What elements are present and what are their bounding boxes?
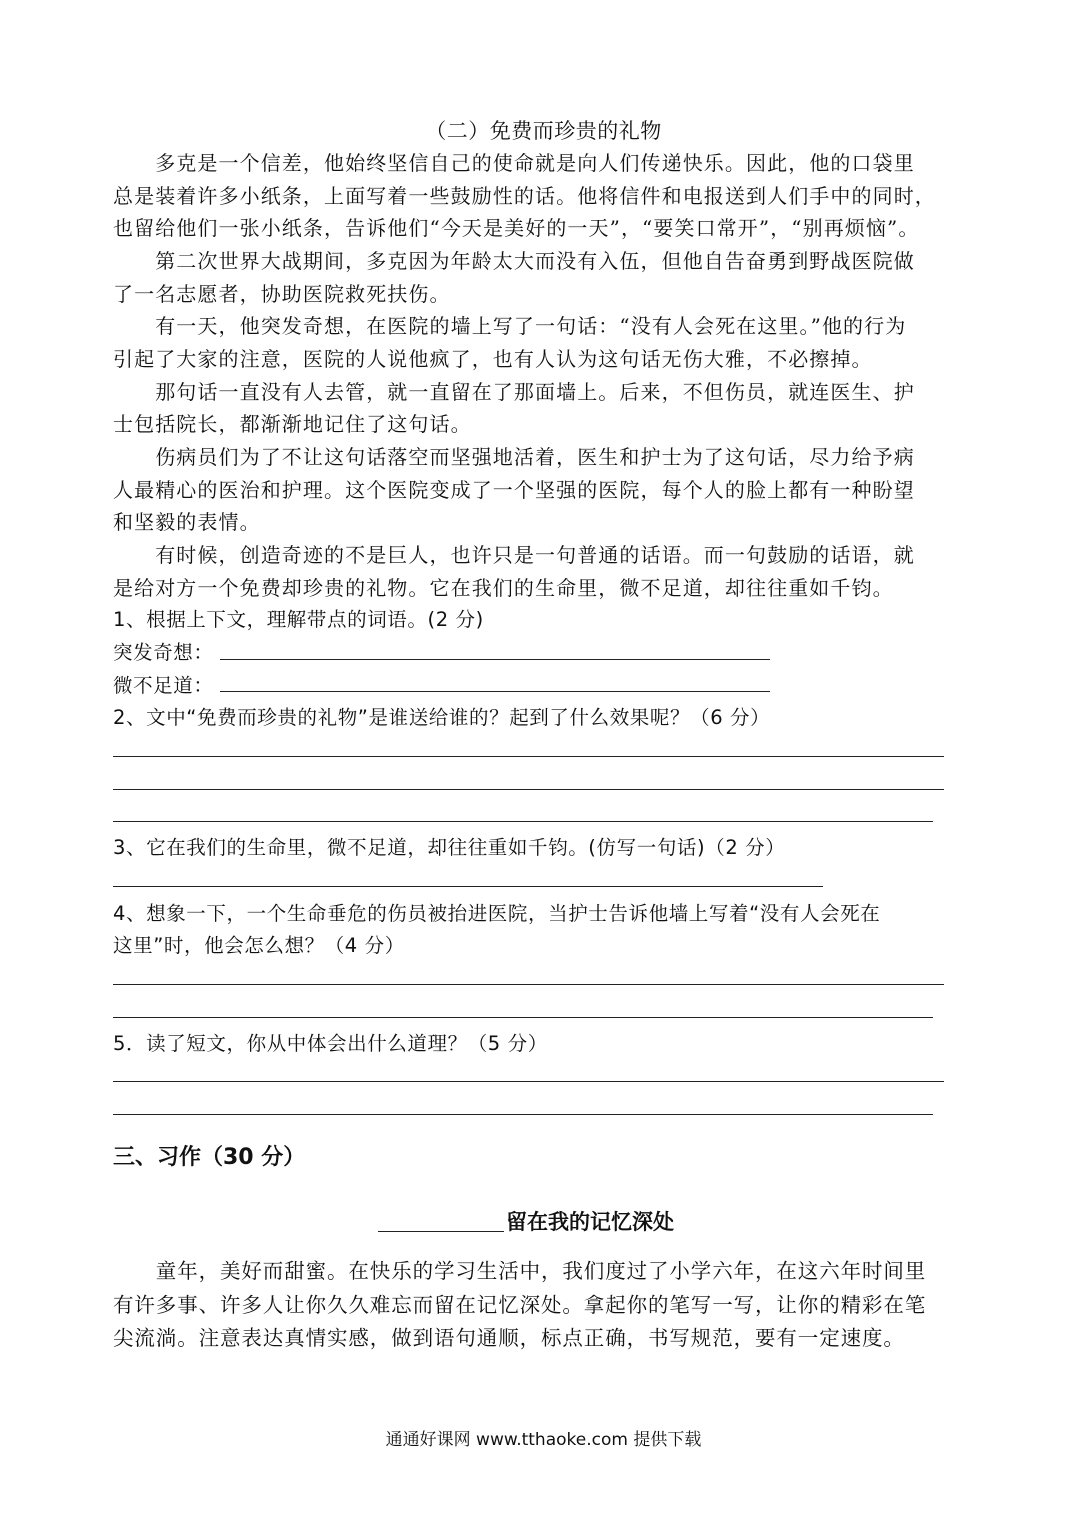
answer-line[interactable] xyxy=(113,1114,933,1115)
answer-line[interactable] xyxy=(113,756,944,757)
answer-line[interactable] xyxy=(113,886,823,887)
section-title: （二）免费而珍贵的礼物 xyxy=(425,119,662,143)
question-3: 3、它在我们的生命里，微不足道，却往往重如千钧。(仿写一句话)（2 分） xyxy=(113,836,786,859)
composition-title: 留在我的记忆深处 xyxy=(506,1210,674,1234)
question-1-word-label: 微不足道： xyxy=(113,674,214,697)
answer-line[interactable] xyxy=(220,659,770,660)
passage-line: 也留给他们一张小纸条，告诉他们“今天是美好的一天”，“要笑口常开”，“别再烦恼”。 xyxy=(113,216,920,240)
question-1: 1、根据上下文，理解带点的词语。(2 分) xyxy=(113,608,484,631)
question-5: 5．读了短文，你从中体会出什么道理？（5 分） xyxy=(113,1032,548,1055)
composition-instruction: 童年，美好而甜蜜。在快乐的学习生活中，我们度过了小学六年，在这六年时间里 xyxy=(113,1259,927,1283)
passage-line: 和坚毅的表情。 xyxy=(113,510,261,534)
passage-line: 多克是一个信差，他始终坚信自己的使命就是向人们传递快乐。因此，他的口袋里 xyxy=(113,151,915,175)
title-blank-line[interactable] xyxy=(378,1231,504,1232)
passage-line: 有一天，他突发奇想，在医院的墙上写了一句话：“没有人会死在这里。”他的行为 xyxy=(113,314,907,338)
answer-line[interactable] xyxy=(113,984,944,985)
answer-line[interactable] xyxy=(113,1081,944,1082)
passage-line: 士包括院长，都渐渐地记住了这句话。 xyxy=(113,412,472,436)
passage-line: 是给对方一个免费却珍贵的礼物。它在我们的生命里，微不足道，却往往重如千钧。 xyxy=(113,576,894,600)
passage-line: 伤病员们为了不让这句话落空而坚强地活着，医生和护士为了这句话，尽力给予病 xyxy=(113,445,915,469)
passage-line: 总是装着许多小纸条，上面写着一些鼓励性的话。他将信件和电报送到人们手中的同时， xyxy=(113,184,936,208)
answer-line[interactable] xyxy=(220,691,770,692)
answer-line[interactable] xyxy=(113,789,944,790)
passage-line: 有时候，创造奇迹的不是巨人，也许只是一句普通的话语。而一句鼓励的话语，就 xyxy=(113,543,915,567)
question-1-word-label: 突发奇想： xyxy=(113,641,214,664)
composition-heading: 三、习作（30 分） xyxy=(113,1145,306,1170)
answer-line[interactable] xyxy=(113,1017,933,1018)
passage-line: 第二次世界大战期间，多克因为年龄太大而没有入伍，但他自告奋勇到野战医院做 xyxy=(113,249,915,273)
footer-credit: 通通好课网 www.tthaoke.com 提供下载 xyxy=(385,1430,702,1450)
passage-line: 那句话一直没有人去管，就一直留在了那面墙上。后来，不但伤员，就连医生、护 xyxy=(113,380,915,404)
answer-line[interactable] xyxy=(113,821,933,822)
question-2: 2、文中“免费而珍贵的礼物”是谁送给谁的？起到了什么效果呢？（6 分） xyxy=(113,706,771,729)
passage-line: 人最精心的医治和护理。这个医院变成了一个坚强的医院，每个人的脸上都有一种盼望 xyxy=(113,478,915,502)
passage-line: 了一名志愿者，协助医院救死扶伤。 xyxy=(113,282,451,306)
question-4: 4、想象一下，一个生命垂危的伤员被抬进医院，当护士告诉他墙上写着“没有人会死在 xyxy=(113,902,881,925)
question-4: 这里”时，他会怎么想？（4 分） xyxy=(113,934,405,957)
composition-instruction: 尖流淌。注意表达真情实感，做到语句通顺，标点正确，书写规范，要有一定速度。 xyxy=(113,1326,905,1350)
composition-instruction: 有许多事、许多人让你久久难忘而留在记忆深处。拿起你的笔写一写，让你的精彩在笔 xyxy=(113,1293,927,1317)
passage-line: 引起了大家的注意，医院的人说他疯了，也有人认为这句话无伤大雅，不必擦掉。 xyxy=(113,347,873,371)
